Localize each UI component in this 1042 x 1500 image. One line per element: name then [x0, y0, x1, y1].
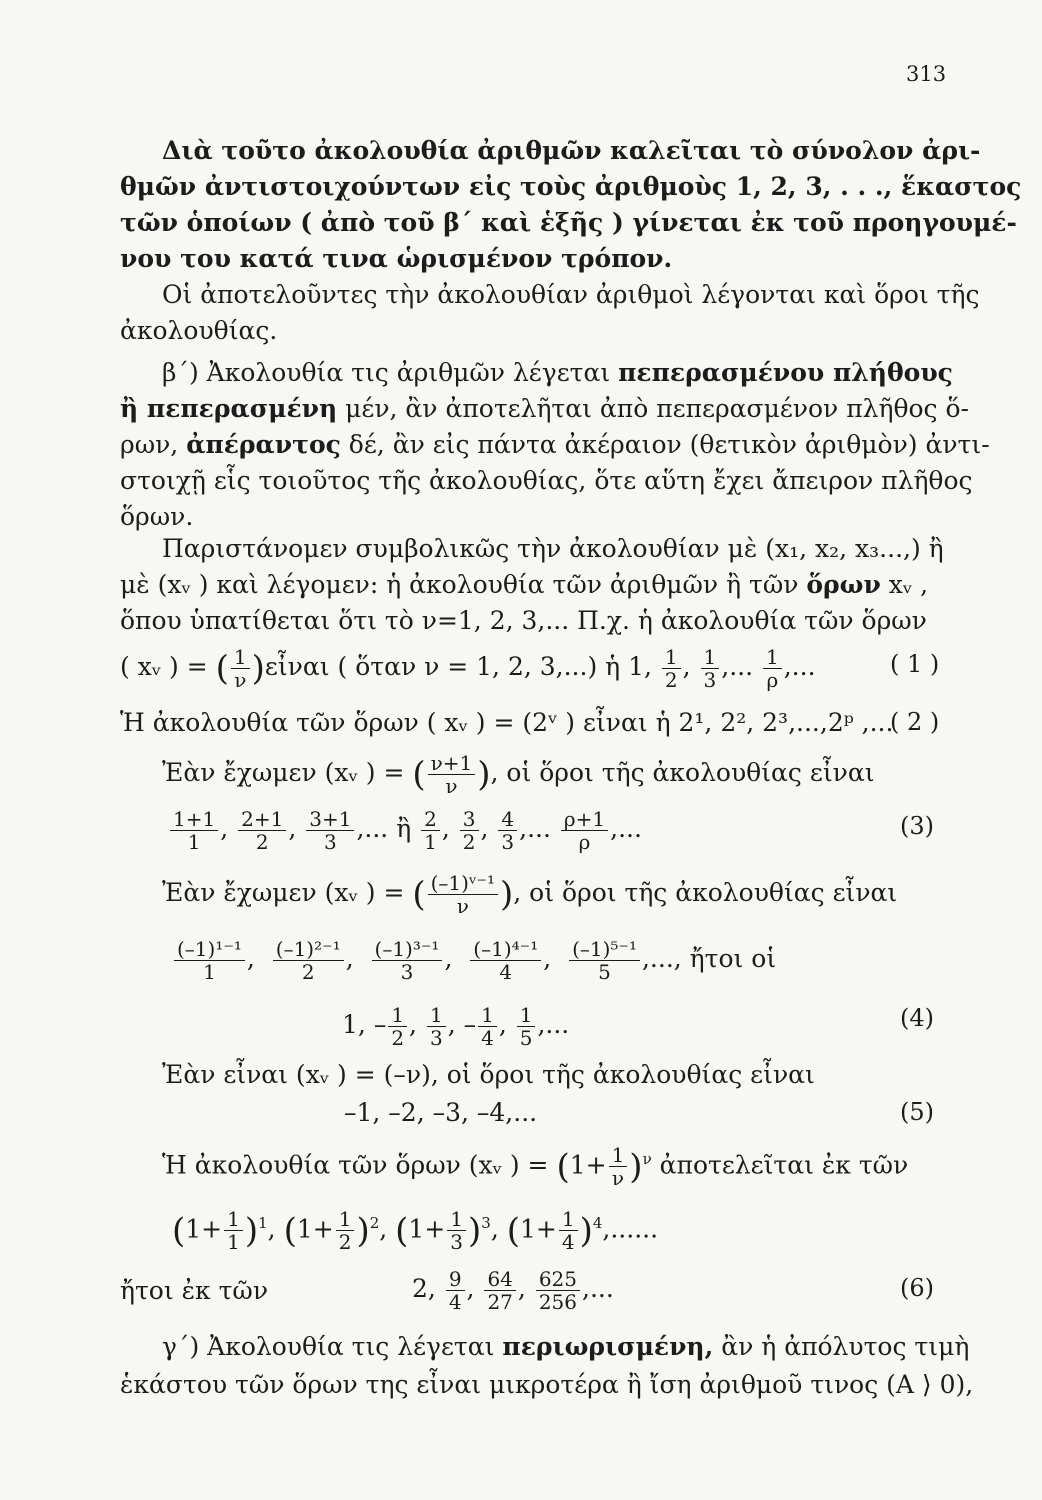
paren-close: )	[499, 874, 514, 915]
eq1-lhs: ( xᵥ ) =	[120, 652, 216, 681]
paren-close: )	[579, 1210, 593, 1251]
paren-open: (	[412, 874, 426, 915]
beta-line-1	[162, 356, 953, 390]
eq3-ellipsis: ,...	[519, 814, 551, 843]
equation-4-terms-2: 1, – $\frac{1}{2}$ , $\frac{1}{3}$ , – $\frac{1}{4}$ , $\frac{1}{5}$ ,...	[342, 1003, 570, 1050]
paren-close: )	[468, 1210, 482, 1251]
equation-number-1: ( 1 )	[890, 650, 940, 678]
beta-line-4: στοιχῇ εἷς τοιοῦτος τῆς ἀκολουθίας, ὅτε αὕτη ἔχει ἄπειρον πλῆθος	[120, 466, 973, 495]
symbolic-line-3: ὅπου ὑπατίθεται ὅτι τὸ ν=1, 2, 3,... Π.χ. ἡ ἀκολουθία τῶν ὅρων	[120, 606, 927, 635]
fraction-1-over-nu: $\frac{1}{\nu}$	[231, 646, 250, 691]
equation-1: ( xᵥ ) = ( $\frac{1}{\nu}$ )εἶναι ( ὅταν ν = 1, 2, 3,...) ἡ 1, $\frac{1}{2}$ , $\frac{1}{3}$ ,... $\frac{1}{\rho}$ ,...	[120, 645, 816, 692]
fraction-625-over-256: $\frac{625}{256}$	[536, 1268, 580, 1313]
fraction-1-over-2: $\frac{1}{2}$	[388, 1004, 407, 1049]
paren-close: )	[477, 754, 491, 795]
equation-6-intro	[162, 1142, 908, 1189]
eq3-end: ,...	[610, 814, 642, 843]
exponent-4: 4	[592, 1214, 603, 1232]
fraction-nu-plus-1-over-nu: $\frac{\nu+1}{\nu}$	[428, 752, 476, 797]
eq1-mid: εἶναι ( ὅταν ν = 1, 2, 3,...) ἡ 1,	[264, 652, 652, 681]
eq6-intro-post: ἀποτελεῖται ἐκ τῶν	[659, 1150, 909, 1180]
symbolic-line-2	[120, 568, 928, 602]
gamma-bold-term: περιωρισμένη,	[502, 1332, 714, 1361]
eq6-intro-pre: Ἡ ἀκολουθία τῶν ὅρων (xᵥ ) =	[162, 1150, 557, 1180]
fraction-neg1: $\frac{\text{(–1)¹⁻¹}}{1}$	[174, 938, 245, 983]
gamma-line-1-post: ἂν ἡ ἀπόλυτος τιμὴ	[713, 1332, 970, 1361]
symbolic-line-2-post: xᵥ ,	[880, 570, 929, 599]
beta-bold-term-2: ἢ πεπερασμένη	[120, 394, 338, 423]
definition-line-3: τῶν ὁποίων ( ἀπὸ τοῦ β΄ καὶ ἑξῆς ) γίνεται ἐκ τοῦ προηγουμέ-	[120, 208, 1017, 237]
gamma-line-2: ἑκάστου τῶν ὅρων της εἶναι μικροτέρα ἢ ἴση ἀριθμοῦ τινος (A ⟩ 0),	[120, 1370, 974, 1399]
equation-5-intro: Ἐὰν εἶναι (xᵥ ) = (–ν), οἱ ὅροι τῆς ἀκολουθίας εἶναι	[162, 1060, 815, 1089]
one-plus: 1+	[296, 1214, 334, 1244]
definition-line-4: νου του κατά τινα ὡρισμένον τρόπον.	[120, 244, 673, 273]
eq4-end: ,...	[537, 1010, 570, 1039]
equation-number-5: (5)	[900, 1098, 934, 1126]
eq3-intro-post: , οἱ ὅροι τῆς ἀκολουθίας εἶναι	[490, 758, 875, 787]
beta-line-3-pre: ρων,	[120, 430, 187, 459]
eq4-intro-pre: Ἐὰν ἔχωμεν (xᵥ ) =	[162, 878, 413, 907]
equation-4-intro	[162, 872, 897, 917]
eq6-list-end: ,......	[602, 1214, 659, 1244]
symbolic-line-1: Παριστάνομεν συμβολικῶς τὴν ἀκολουθίαν μὲ (x₁, x₂, x₃...,) ἢ	[162, 534, 944, 563]
equation-3-intro	[162, 752, 875, 797]
fraction-rp1-over-rho: $\frac{\rho+1}{\rho}$	[561, 808, 608, 853]
fraction-neg2: $\frac{\text{(–1)²⁻¹}}{2}$	[273, 938, 344, 983]
fraction-1-over-1: $\frac{1}{1}$	[224, 1208, 243, 1253]
beta-line-3	[120, 428, 990, 462]
one-plus: 1+	[408, 1214, 446, 1244]
exponent-3: 3	[481, 1214, 491, 1232]
symbolic-line-2-pre: μὲ (xᵥ ) καὶ λέγομεν: ἡ ἀκολουθία τῶν ἀριθμῶν ἢ τῶν	[120, 570, 807, 599]
paren-close: )	[251, 648, 265, 689]
beta-line-2-rest: μέν, ἂν ἀποτελῆται ἀπὸ πεπερασμένον πλῆθος ὅ-	[337, 394, 969, 423]
equation-3-terms: $\frac{1+1}{1}$ , $\frac{2+1}{2}$ , $\frac{3+1}{3}$ ,... ἢ $\frac{2}{1}$ , $\frac{3}{2}$ , $\frac{4}{3}$ ,... $\frac{\rho+1}{\rho}$ ,...	[168, 808, 642, 853]
exponent-1: 1	[258, 1214, 268, 1232]
fraction-1-over-2: $\frac{1}{2}$	[662, 646, 681, 691]
gamma-line-1	[162, 1330, 969, 1364]
fraction-neg-one-power-over-nu: $\frac{\text{(–1)ᵛ⁻¹}}{\nu}$	[428, 872, 498, 917]
exponent-2: 2	[369, 1214, 380, 1232]
paren-open: (	[172, 1210, 186, 1251]
beta-bold-term-3: ἀπέραντος	[186, 430, 341, 459]
fraction-2p1-over-2: $\frac{2+1}{2}$	[238, 808, 286, 853]
eq6-two: 2,	[412, 1274, 436, 1303]
gamma-prefix: γ΄) Ἀκολουθία τις λέγεται	[162, 1332, 503, 1361]
fraction-3-over-2: $\frac{3}{2}$	[460, 808, 479, 853]
fraction-1-over-4: $\frac{1}{4}$	[478, 1004, 497, 1049]
beta-prefix: β΄) Ἀκολουθία τις ἀριθμῶν λέγεται	[162, 358, 619, 387]
equation-6-terms: 2, $\frac{9}{4}$ , $\frac{64}{27}$ , $\frac{625}{256}$ ,...	[412, 1267, 614, 1314]
equation-6-hitoi: ἤτοι ἐκ τῶν	[120, 1276, 269, 1305]
paren-open: (	[215, 648, 229, 689]
fraction-neg5: $\frac{\text{(–1)⁵⁻¹}}{5}$	[569, 938, 640, 983]
eq3-mid: ,... ἢ	[356, 814, 412, 843]
equation-4-terms-1: $\frac{\text{(–1)¹⁻¹}}{1}$ , $\frac{\text{(–1)²⁻¹}}{2}$ , $\frac{\text{(–1)³⁻¹}}{3}$ , $\frac{\text{(–1)⁴⁻¹}}{4}$ , $\frac{\text{(–1)⁵⁻¹}}{5}$ ,..., ἤτοι οἱ	[172, 938, 776, 983]
equation-2: Ἡ ἀκολουθία τῶν ὅρων ( xᵥ ) = (2ᵛ ) εἶναι ἡ 2¹, 2², 2³,...,2ᵖ ,...	[120, 708, 894, 737]
fraction-neg3: $\frac{\text{(–1)³⁻¹}}{3}$	[372, 938, 443, 983]
equation-number-6: (6)	[900, 1274, 934, 1302]
beta-line-2	[120, 392, 969, 426]
fraction-1p1-over-1: $\frac{1+1}{1}$	[170, 808, 218, 853]
equation-5-terms: –1, –2, –3, –4,...	[344, 1098, 538, 1127]
symbolic-bold-term: ὅρων	[806, 570, 881, 599]
fraction-neg4: $\frac{\text{(–1)⁴⁻¹}}{4}$	[470, 938, 541, 983]
paren-close: )	[244, 1210, 259, 1251]
eq1-ellipsis-2: ,...	[783, 652, 816, 681]
paren-open: (	[506, 1210, 520, 1251]
eq6-one-plus: 1+	[569, 1150, 607, 1180]
definition-line-1: Διὰ τοῦτο ἀκολουθία ἀριθμῶν καλεῖται τὸ σύνολον ἀρι-	[162, 136, 981, 165]
paren-close: )	[356, 1210, 370, 1251]
paren-open: (	[395, 1210, 409, 1251]
equation-number-3: (3)	[900, 812, 934, 840]
fraction-1-over-rho: $\frac{1}{\rho}$	[763, 646, 782, 691]
one-plus: 1+	[520, 1214, 557, 1244]
fraction-1-over-3: $\frac{1}{3}$	[427, 1004, 446, 1049]
fraction-1-over-4: $\frac{1}{4}$	[559, 1208, 578, 1253]
beta-line-5: ὅρων.	[120, 502, 194, 531]
one-plus: 1+	[185, 1214, 223, 1244]
exponent-nu: ν	[642, 1150, 652, 1168]
paren-close: )	[629, 1146, 643, 1187]
eq4-minus-1: –	[373, 1010, 387, 1039]
fraction-1-over-3: $\frac{1}{3}$	[447, 1208, 466, 1253]
eq4-intro-post: , οἱ ὅροι τῆς ἀκολουθίας εἶναι	[513, 878, 898, 907]
fraction-64-over-27: $\frac{64}{27}$	[484, 1268, 515, 1313]
fraction-1-over-5: $\frac{1}{5}$	[517, 1004, 536, 1049]
page-number: 313	[906, 62, 947, 86]
eq3-intro-pre: Ἐὰν ἔχωμεν (xᵥ ) =	[162, 758, 413, 787]
paren-open: (	[556, 1146, 570, 1187]
equation-number-4: (4)	[900, 1004, 934, 1032]
definition-line-2: θμῶν ἀντιστοιχούντων εἰς τοὺς ἀριθμοὺς 1, 2, 3, . . ., ἕκαστος	[120, 172, 1022, 201]
terms-line-2: ἀκολουθίας.	[120, 316, 278, 345]
fraction-4-over-3: $\frac{4}{3}$	[498, 808, 517, 853]
equation-6-expansion: (1+ $\frac{1}{1}$ )$^1$, (1+ $\frac{1}{2}$ )$^2$, (1+ $\frac{1}{3}$ )$^3$, (1+ $\frac{1}{4}$ )$^4$,......	[172, 1207, 659, 1255]
equation-number-2: ( 2 )	[890, 708, 940, 736]
fraction-9-over-4: $\frac{9}{4}$	[446, 1268, 465, 1313]
eq6-end: ,...	[582, 1274, 614, 1303]
eq4-minus-2: –	[463, 1010, 477, 1039]
eq4-one: 1,	[342, 1010, 366, 1039]
eq1-ellipsis: ,...	[721, 652, 754, 681]
eq4-hitoi: ,..., ἤτοι οἱ	[641, 944, 777, 973]
fraction-1-over-3: $\frac{1}{3}$	[701, 646, 720, 691]
fraction-2-over-1: $\frac{2}{1}$	[421, 808, 440, 853]
fraction-1-over-nu: $\frac{1}{\nu}$	[609, 1144, 628, 1189]
beta-line-3-rest: δέ, ἂν εἰς πάντα ἀκέραιον (θετικὸν ἀριθμὸν) ἀντι-	[340, 430, 990, 459]
paren-open: (	[412, 754, 426, 795]
terms-line-1: Οἱ ἀποτελοῦντες τὴν ἀκολουθίαν ἀριθμοὶ λέγονται καὶ ὅροι τῆς	[162, 280, 980, 309]
beta-bold-term-1: πεπερασμένου πλήθους	[618, 358, 953, 387]
fraction-3p1-over-3: $\frac{3+1}{3}$	[306, 808, 354, 853]
paren-open: (	[283, 1210, 297, 1251]
fraction-1-over-2: $\frac{1}{2}$	[336, 1208, 355, 1253]
